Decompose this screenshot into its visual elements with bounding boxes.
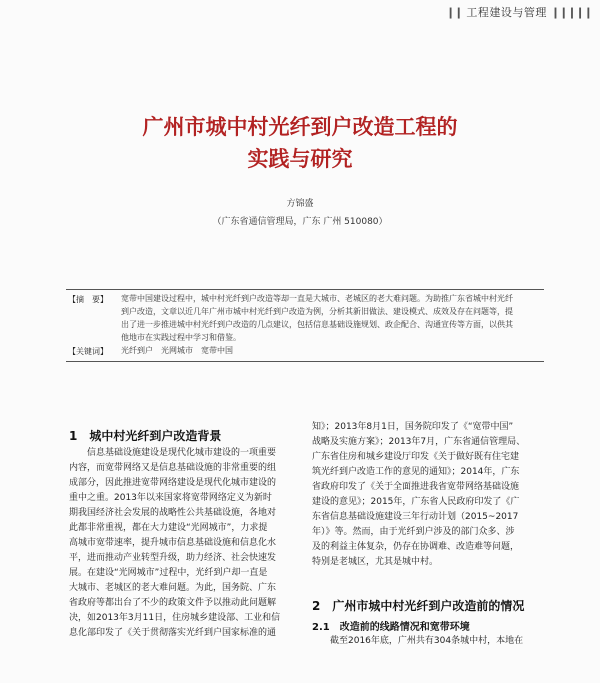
body-line: 筑光纤到户改造工作的意见的通知》；2014年，广东	[312, 467, 520, 477]
body-line: 高城市宽带速率，提升城市信息基础设施和信息化水	[69, 538, 277, 548]
author-affiliation: （广东省通信管理局，广东 广州 510080）	[212, 217, 388, 227]
body-line: 此都非常重视，都在大力建设“光网城市”，力求提	[69, 523, 268, 533]
header-bars-right-icon: ❙❙❙❙❙	[550, 6, 592, 19]
abstract-line-4: 他地市在实践过程中学习和借鉴。	[121, 333, 241, 342]
body-line: 信息基础设施建设是现代化城市建设的一项重要	[69, 448, 277, 458]
body-line: 建设的意见》；2015年，广东省人民政府印发了《广	[312, 497, 520, 507]
body-line: 知》；2013年8月1日，国务院印发了《“宽带中国”	[312, 422, 514, 432]
body-line: 广东省住房和城乡建设厅印发《关于做好既有住宅建	[312, 452, 520, 462]
body-line: 省政府印发了《关于全面推进我省宽带网络基础设施	[312, 482, 520, 492]
body-line: 决，如2013年3月11日，住房城乡建设部、工业和信	[69, 613, 281, 623]
body-line: 战略及实施方案》；2013年7月，广东省通信管理局、	[312, 437, 526, 447]
abstract-line-2: 到户改造，文章以近几年广州市城中村光纤到户改造为例，分析其新旧做法、建设模式、成效及存在问题等，提	[121, 307, 513, 316]
body-line: 重中之重。2013年以来国家将宽带网络定义为新时	[69, 493, 272, 503]
abstract-label: 【摘 要】	[68, 295, 108, 304]
body-line: 东省信息基础设施建设三年行动计划（2015~2017	[312, 512, 519, 522]
author-name: 方锦盛	[286, 199, 314, 209]
body-line: 期我国经济社会发展的战略性公共基础设施，各地对	[69, 508, 277, 518]
body-line: 省政府等都出台了不少的政策文件予以推动此问题解	[69, 598, 277, 608]
body-line: 成部分，因此推进宽带网络建设是现代化城市建设的	[69, 478, 277, 488]
abstract-line-3: 出了进一步推进城中村光纤到户改造的几点建议，包括信息基础设施规划、政企配合、沟通宣传等方面，以供其	[121, 320, 513, 329]
article-title-line-1: 广州市城中村光纤到户改造工程的	[142, 115, 458, 139]
body-line: 平，进而推动产业转型升级，助力经济、社会快速发	[69, 553, 277, 563]
body-line: 内容，而宽带网络又是信息基础设施的非常重要的组	[69, 463, 277, 473]
header-section-label: 工程建设与管理	[466, 6, 547, 19]
subsection-2-1-heading: 2.1 改造前的线路情况和宽带环境	[312, 622, 470, 633]
journal-section-header	[446, 4, 592, 20]
body-line: 息化部印发了《关于贯彻落实光纤到户国家标准的通	[69, 628, 277, 638]
body-line: 及的利益主体复杂，仍存在协调难、改造难等问题，	[312, 542, 520, 552]
keywords-label: 【关键词】	[68, 347, 108, 356]
article-title-line-2: 实践与研究	[247, 147, 353, 171]
keywords-text: 光纤到户 光网城市 宽带中国	[121, 346, 233, 355]
body-line: 年）》等。然而，由于光纤到户涉及的部门众多、涉	[312, 527, 515, 537]
section-1-heading: 1 城中村光纤到户改造背景	[69, 429, 222, 443]
header-bars-left-icon: ❙❙	[445, 6, 463, 19]
abstract-top-rule	[66, 289, 544, 290]
abstract-bottom-rule	[66, 361, 544, 362]
body-line: 大城市、老城区的老大难问题。为此，国务院、广东	[69, 583, 277, 593]
abstract-line-1: 宽带中国建设过程中，城中村光纤到户改造等却一直是大城市、老城区的老大难问题。为助推广东省城中村光纤	[121, 294, 513, 303]
body-line: 特别是老城区，尤其是城中村。	[312, 557, 439, 567]
body-line: 展。在建设“光网城市”过程中，光纤到户却一直是	[69, 568, 268, 578]
section-2-heading: 2 广州市城中村光纤到户改造前的情况	[312, 599, 525, 613]
body-line: 截至2016年底，广州共有304条城中村，本地在	[312, 636, 524, 646]
